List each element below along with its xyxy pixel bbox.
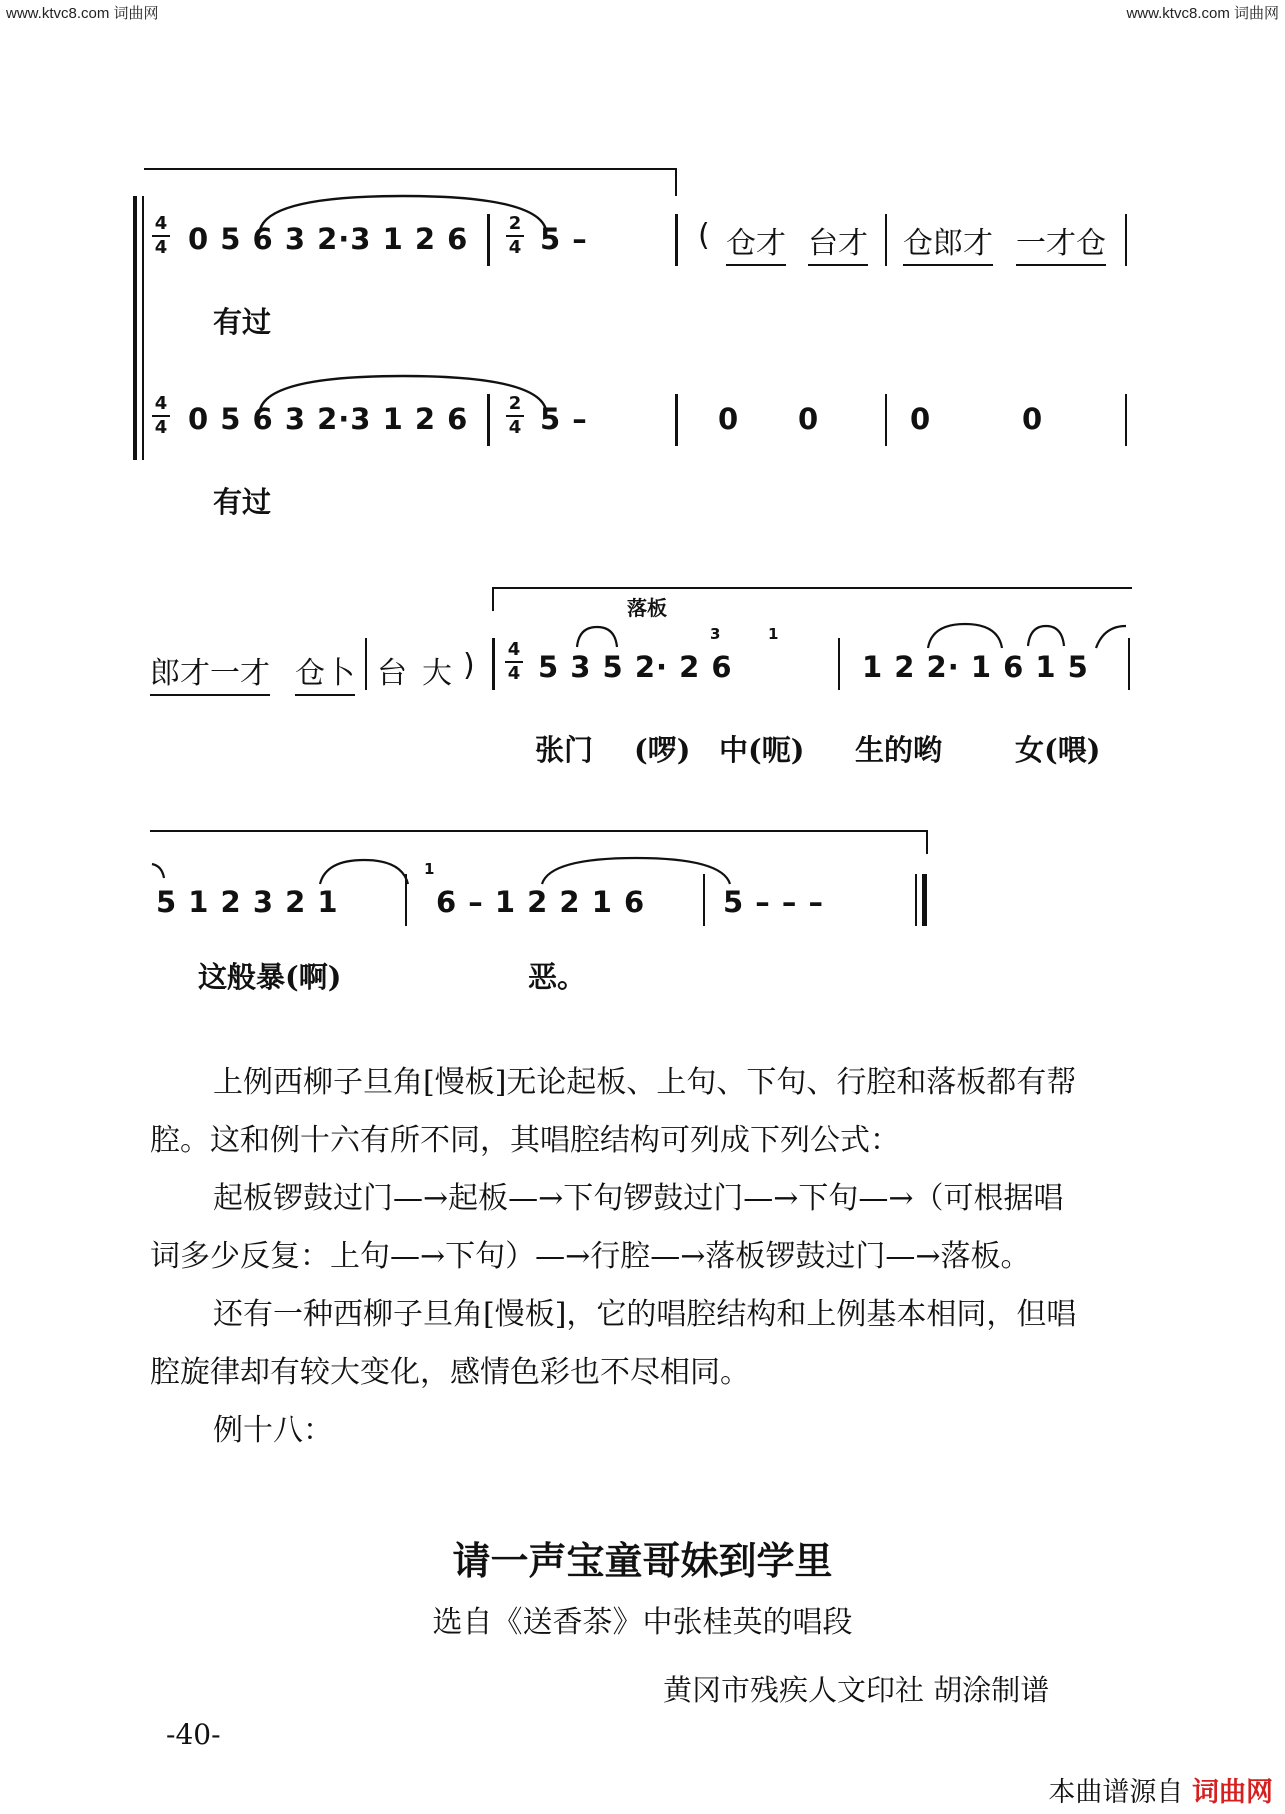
final-barline-thin xyxy=(915,874,917,926)
percussion-pattern: 仓卜 xyxy=(295,648,355,696)
barline xyxy=(675,214,678,266)
percussion-open: ( xyxy=(698,218,710,253)
barline xyxy=(838,638,840,690)
lower-slur xyxy=(258,372,548,412)
percussion-pattern: 台才 xyxy=(808,218,868,266)
barline xyxy=(1125,214,1127,266)
rest: 0 xyxy=(1022,402,1044,436)
barline xyxy=(492,638,495,690)
percussion-close: ) xyxy=(463,648,475,683)
melody-bar1: 5 1 2 3 2 1 xyxy=(156,885,339,919)
time-signature: 4 4 xyxy=(505,640,523,684)
lyric: 恶。 xyxy=(528,960,587,994)
footer-brand[interactable]: 词曲网 xyxy=(1192,1777,1273,1808)
barline xyxy=(487,394,490,446)
paragraph-line: 起板锣鼓过门—→起板—→下句锣鼓过门—→下句—→（可根据唱 xyxy=(213,1181,1064,1216)
paragraph-line: 还有一种西柳子旦角[慢板]，它的唱腔结构和上例基本相同，但唱 xyxy=(213,1297,1077,1332)
melody-bar1: 5 3 5 2· 2 6 xyxy=(538,650,733,684)
upper-staff-end xyxy=(675,168,677,196)
percussion-pattern: 台 xyxy=(377,656,407,691)
transcriber-credit: 黄冈市残疾人文印社 胡涂制谱 xyxy=(663,1673,1050,1707)
staff-line xyxy=(150,830,928,832)
tempo-mark: 落板 xyxy=(627,596,667,620)
grace-note: 1 xyxy=(768,625,779,643)
melody-bar2: 6 – 1 2 2 1 6 xyxy=(436,885,646,919)
lyric: 这般暴(啊) xyxy=(198,960,342,994)
lyric: 张门 xyxy=(535,733,594,767)
example-label: 例十八： xyxy=(213,1413,333,1448)
barline xyxy=(885,394,887,446)
percussion-pattern: 一才仓 xyxy=(1016,218,1106,266)
slur xyxy=(575,625,619,649)
barline xyxy=(405,874,407,926)
lyric: 女(喂) xyxy=(1015,733,1101,767)
slur xyxy=(926,622,1004,650)
barline xyxy=(487,214,490,266)
upper-staff-line xyxy=(144,168,676,170)
system-brace-line xyxy=(142,196,144,460)
final-barline-thick xyxy=(922,874,927,926)
barline xyxy=(1125,394,1127,446)
percussion-pattern: 仓郎才 xyxy=(903,218,993,266)
upper-melody-bar2: 5 – xyxy=(540,222,588,256)
paragraph-line: 腔旋律却有较大变化，感情色彩也不尽相同。 xyxy=(150,1355,750,1390)
time-signature-2: 2 4 xyxy=(506,394,524,438)
rest: 0 xyxy=(798,402,820,436)
lower-lyric: 有过 xyxy=(213,485,272,519)
rest: 0 xyxy=(910,402,932,436)
grace-note: 3 xyxy=(710,625,721,643)
percussion-pattern: 郎才一才 xyxy=(150,648,270,696)
upper-melody-bar1: 0 5 6 3 2·3 1 2 6 xyxy=(188,222,469,256)
paragraph-line: 上例西柳子旦角[慢板]无论起板、上句、下句、行腔和落板都有帮 xyxy=(213,1065,1077,1100)
barline xyxy=(675,394,678,446)
watermark-left: www.ktvc8.com 词曲网 xyxy=(6,5,159,22)
slur xyxy=(1026,624,1066,648)
staff-line-end xyxy=(926,830,928,854)
barline xyxy=(703,874,705,926)
lower-melody-bar2: 5 – xyxy=(540,402,588,436)
paragraph-line: 词多少反复：上句—→下句）—→行腔—→落板锣鼓过门—→落板。 xyxy=(150,1239,1031,1274)
paragraph-line: 腔。这和例十六有所不同，其唱腔结构可列成下列公式： xyxy=(150,1123,900,1158)
staff-line-start xyxy=(492,587,494,611)
melody-bar2: 1 2 2· 1 6 1 5 xyxy=(862,650,1089,684)
footer-source xyxy=(1048,1770,1273,1809)
time-signature: 4 4 xyxy=(152,214,170,258)
barline xyxy=(885,214,887,266)
system-bracket xyxy=(133,196,137,460)
slur xyxy=(1094,624,1128,650)
song-subtitle: 选自《送香茶》中张桂英的唱段 xyxy=(432,1605,853,1640)
tie-continuation xyxy=(150,862,166,880)
barline xyxy=(365,638,367,690)
slur xyxy=(318,858,410,886)
lyric: 中(呃) xyxy=(719,733,805,767)
lyric: (啰) xyxy=(634,733,691,767)
barline xyxy=(1128,638,1130,690)
page-number: -40- xyxy=(166,1718,221,1751)
footer-prefix: 本曲谱源自 xyxy=(1048,1777,1184,1808)
rest: 0 xyxy=(718,402,740,436)
lyric: 生的哟 xyxy=(855,733,943,767)
percussion-pattern: 仓才 xyxy=(726,218,786,266)
upper-lyric: 有过 xyxy=(213,305,272,339)
lower-melody-bar1: 0 5 6 3 2·3 1 2 6 xyxy=(188,402,469,436)
melody-bar3: 5 – – – xyxy=(723,885,824,919)
grace-note: 1 xyxy=(424,860,435,878)
staff-line xyxy=(492,587,1132,589)
percussion-pattern: 大 xyxy=(422,656,452,691)
time-signature: 4 4 xyxy=(152,394,170,438)
upper-slur xyxy=(258,192,548,232)
time-signature-2: 2 4 xyxy=(506,214,524,258)
watermark-right: www.ktvc8.com 词曲网 xyxy=(1126,5,1279,22)
song-title: 请一声宝童哥妹到学里 xyxy=(452,1539,833,1583)
